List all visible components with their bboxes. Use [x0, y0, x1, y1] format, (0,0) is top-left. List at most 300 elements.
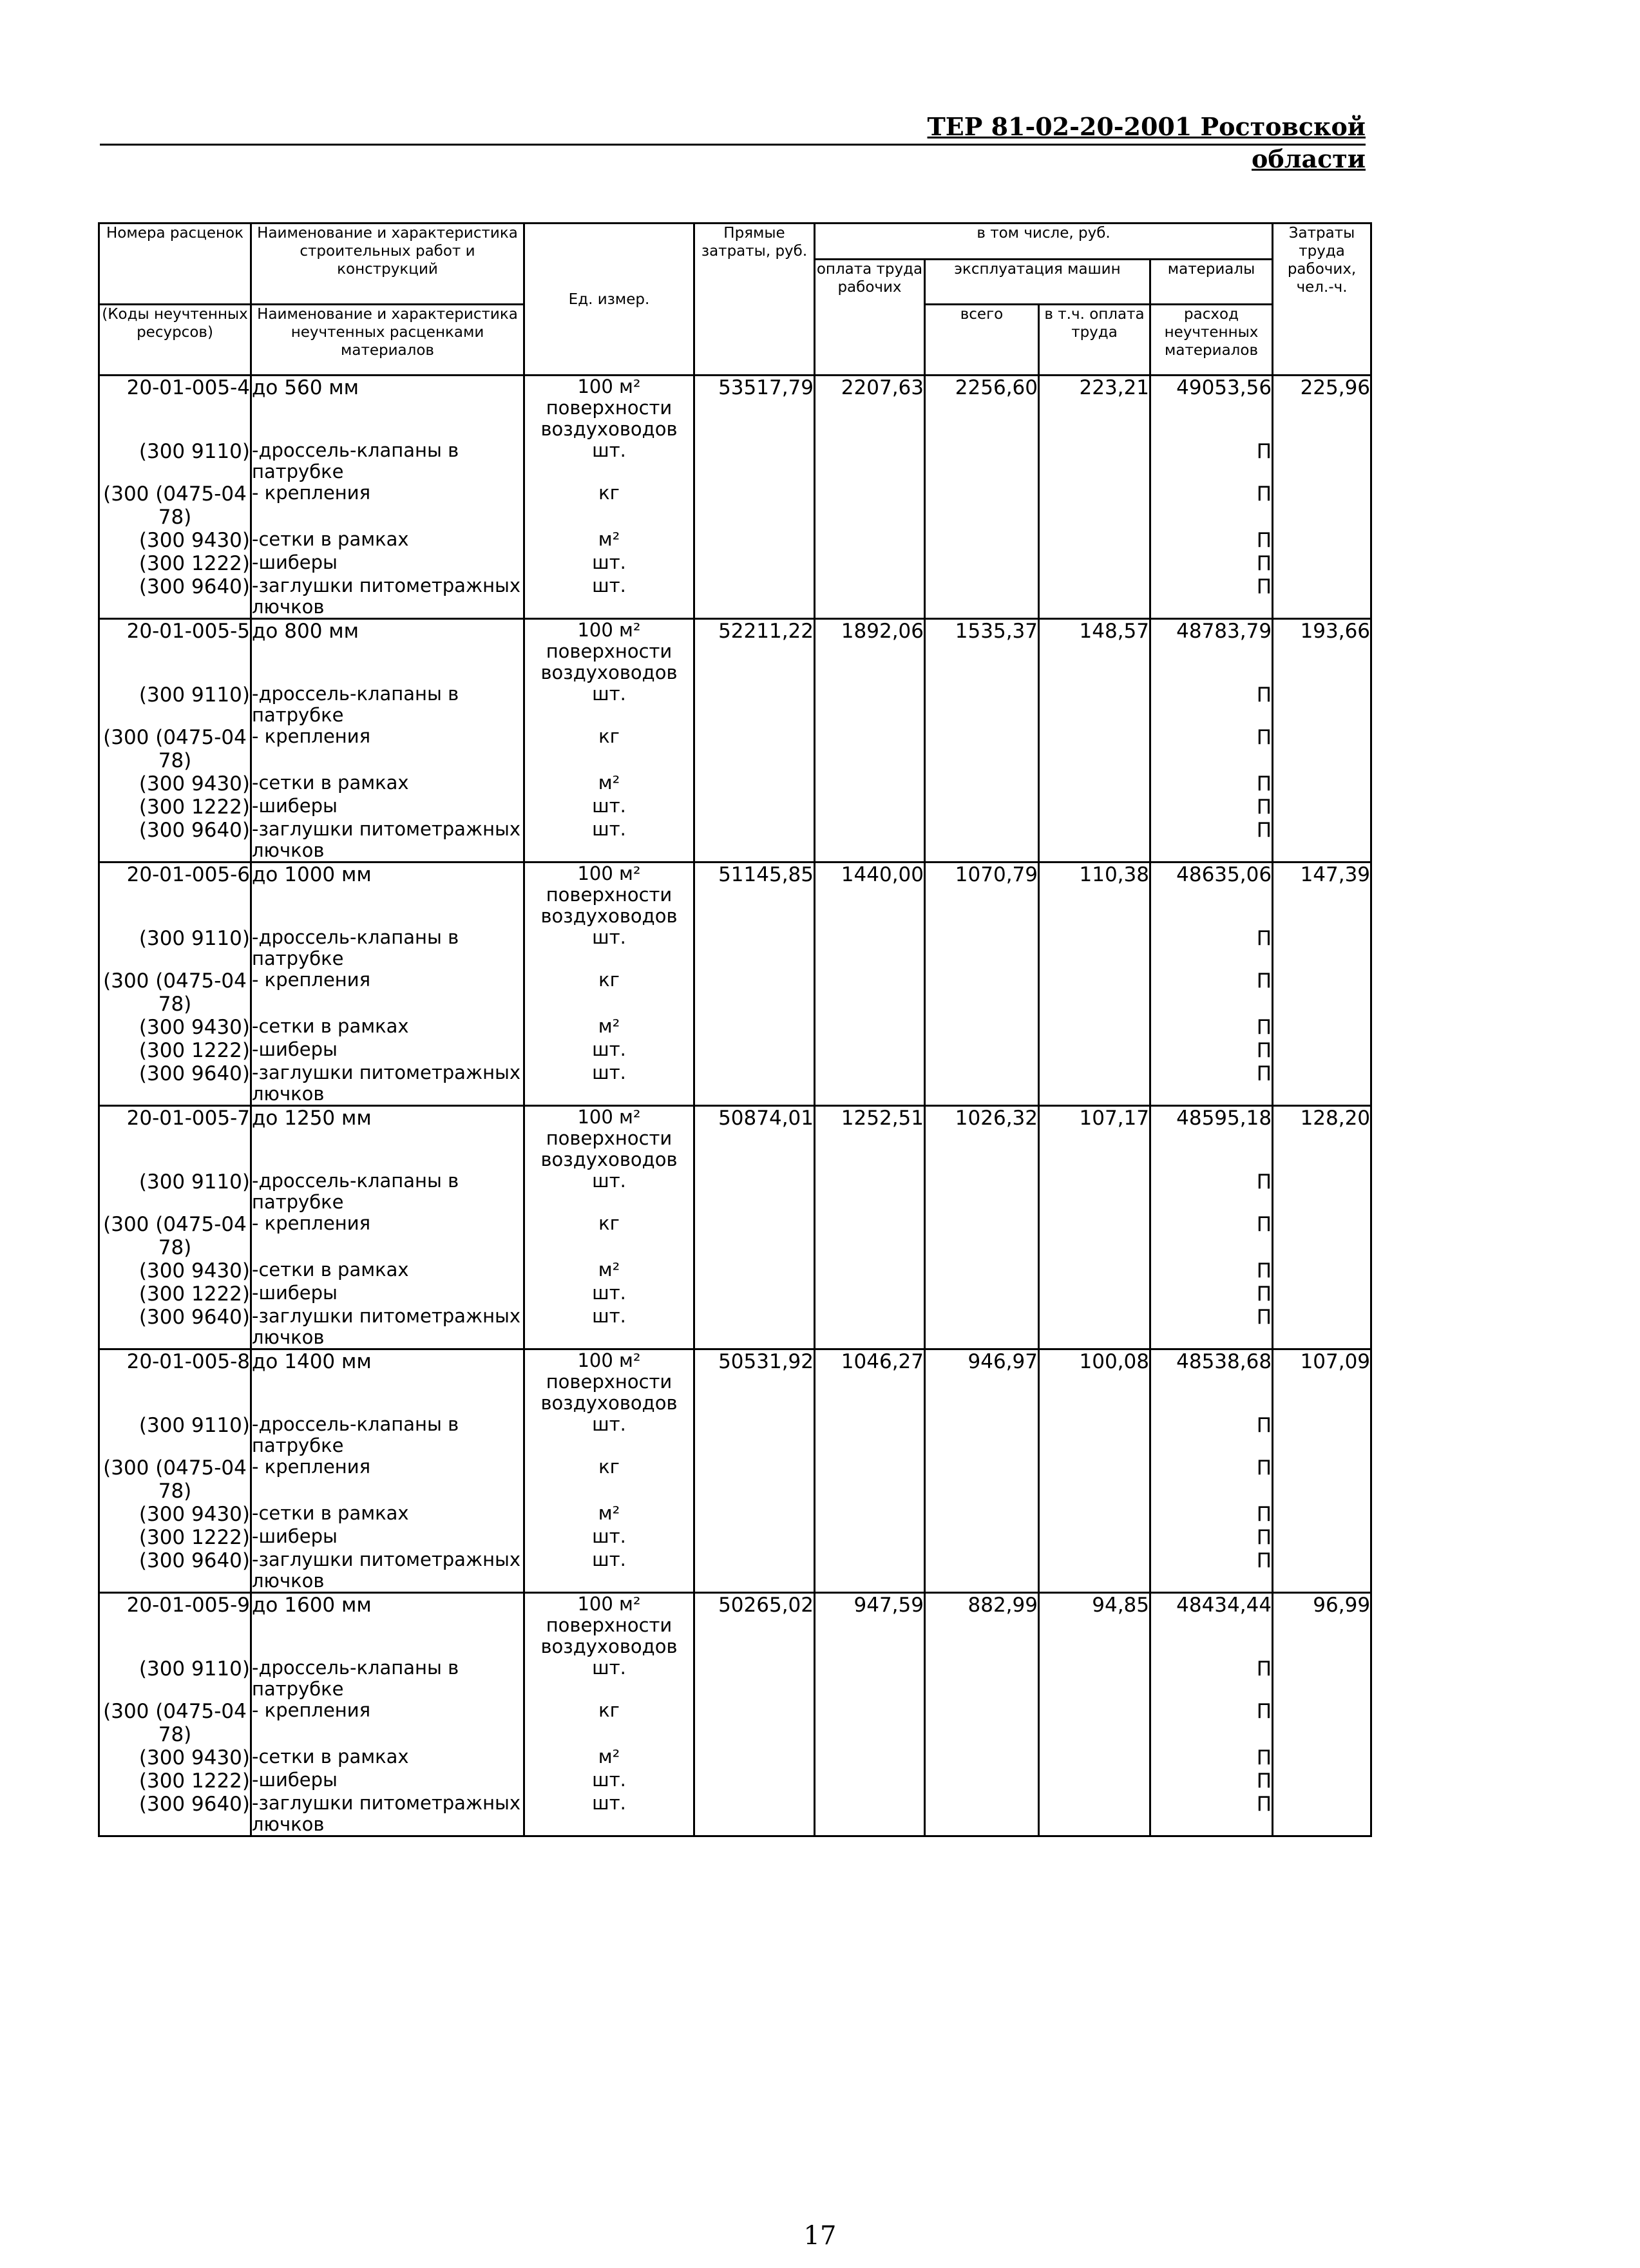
empty-cell — [925, 1259, 1039, 1282]
material-unit: шт. — [524, 1170, 694, 1213]
material-name: -дроссель-клапаны в патрубке — [251, 1414, 524, 1456]
material-unit: шт. — [524, 927, 694, 969]
empty-cell — [1039, 529, 1150, 552]
material-unit: м² — [524, 1259, 694, 1282]
empty-cell — [925, 1746, 1039, 1769]
materials-value: 49053,56 — [1150, 376, 1273, 441]
machines-total-value: 1070,79 — [925, 862, 1039, 928]
empty-cell — [694, 969, 815, 1016]
empty-cell — [1273, 1282, 1371, 1306]
empty-cell — [1039, 1282, 1150, 1306]
list-item — [99, 1306, 1371, 1349]
resource-code: (300 1222) — [99, 1039, 251, 1062]
empty-cell — [925, 683, 1039, 726]
resource-code: (300 9430) — [99, 772, 251, 796]
unaccounted-flag: П — [1150, 819, 1273, 862]
empty-cell — [1273, 726, 1371, 772]
empty-cell — [1273, 1700, 1371, 1746]
material-unit: кг — [524, 969, 694, 1016]
machines-pay-value: 223,21 — [1039, 376, 1150, 441]
material-unit: м² — [524, 1746, 694, 1769]
material-name: -сетки в рамках — [251, 1016, 524, 1039]
empty-cell — [925, 796, 1039, 819]
unaccounted-flag: П — [1150, 1016, 1273, 1039]
empty-cell — [1273, 1039, 1371, 1062]
unaccounted-flag: П — [1150, 1039, 1273, 1062]
empty-cell — [1039, 1503, 1150, 1526]
empty-cell — [1039, 575, 1150, 619]
empty-cell — [925, 1414, 1039, 1456]
empty-cell — [694, 482, 815, 529]
empty-cell — [925, 1769, 1039, 1793]
empty-cell — [925, 1526, 1039, 1549]
empty-cell — [1039, 1769, 1150, 1793]
rate-code: 20-01-005-4 — [99, 376, 251, 441]
empty-cell — [694, 1039, 815, 1062]
list-item — [99, 1657, 1371, 1700]
material-name: -шиберы — [251, 1526, 524, 1549]
empty-cell — [925, 819, 1039, 862]
unaccounted-flag: П — [1150, 1282, 1273, 1306]
empty-cell — [694, 1526, 815, 1549]
empty-cell — [694, 1062, 815, 1106]
empty-cell — [694, 1456, 815, 1503]
material-unit: кг — [524, 1700, 694, 1746]
resource-code: (300 1222) — [99, 796, 251, 819]
empty-cell — [815, 1213, 925, 1259]
list-item — [99, 796, 1371, 819]
empty-cell — [815, 1282, 925, 1306]
empty-cell — [694, 1282, 815, 1306]
resource-code: (300 9430) — [99, 529, 251, 552]
rate-code: 20-01-005-8 — [99, 1349, 251, 1415]
empty-cell — [694, 1503, 815, 1526]
labor-hours-value: 147,39 — [1273, 862, 1371, 928]
material-name: -дроссель-клапаны в патрубке — [251, 1170, 524, 1213]
list-item — [99, 1549, 1371, 1593]
list-item — [99, 819, 1371, 862]
header-direct-cost: Прямые затраты, руб. — [694, 224, 815, 376]
resource-code: (300 (0475-0478) — [99, 1700, 251, 1746]
empty-cell — [925, 1016, 1039, 1039]
empty-cell — [925, 1700, 1039, 1746]
rate-name: до 1400 мм — [251, 1349, 524, 1415]
resource-code: (300 9640) — [99, 1306, 251, 1349]
empty-cell — [815, 1456, 925, 1503]
empty-cell — [815, 927, 925, 969]
empty-cell — [1039, 1306, 1150, 1349]
empty-cell — [1273, 796, 1371, 819]
empty-cell — [694, 1259, 815, 1282]
list-item — [99, 927, 1371, 969]
material-name: -заглушки питометражных лючков — [251, 1549, 524, 1593]
resource-code: (300 (0475-0478) — [99, 726, 251, 772]
material-unit: шт. — [524, 1657, 694, 1700]
resource-code: (300 9640) — [99, 819, 251, 862]
material-unit: шт. — [524, 440, 694, 482]
list-item — [99, 575, 1371, 619]
unaccounted-flag: П — [1150, 1793, 1273, 1836]
resource-code: (300 (0475-0478) — [99, 482, 251, 529]
material-unit: шт. — [524, 552, 694, 575]
list-item — [99, 1016, 1371, 1039]
material-unit: м² — [524, 529, 694, 552]
material-name: - крепления — [251, 969, 524, 1016]
empty-cell — [815, 529, 925, 552]
labor-pay-value: 2207,63 — [815, 376, 925, 441]
empty-cell — [694, 552, 815, 575]
empty-cell — [925, 1306, 1039, 1349]
empty-cell — [925, 969, 1039, 1016]
empty-cell — [694, 1016, 815, 1039]
table-row — [99, 1593, 1371, 1658]
empty-cell — [815, 726, 925, 772]
rate-name: до 1600 мм — [251, 1593, 524, 1658]
empty-cell — [815, 1414, 925, 1456]
labor-pay-value: 1440,00 — [815, 862, 925, 928]
header-labor-pay: оплата труда рабочих — [815, 260, 925, 376]
header-code-bottom: (Коды неучтенных ресурсов) — [99, 305, 251, 376]
empty-cell — [694, 819, 815, 862]
empty-cell — [815, 552, 925, 575]
list-item — [99, 552, 1371, 575]
material-unit: кг — [524, 482, 694, 529]
empty-cell — [1039, 796, 1150, 819]
empty-cell — [815, 1306, 925, 1349]
material-unit: шт. — [524, 1549, 694, 1593]
resource-code: (300 1222) — [99, 1282, 251, 1306]
labor-hours-value: 96,99 — [1273, 1593, 1371, 1658]
unaccounted-flag: П — [1150, 1503, 1273, 1526]
unaccounted-flag: П — [1150, 529, 1273, 552]
machines-total-value: 1535,37 — [925, 619, 1039, 684]
material-name: -сетки в рамках — [251, 529, 524, 552]
material-unit: кг — [524, 1456, 694, 1503]
empty-cell — [1273, 1016, 1371, 1039]
empty-cell — [815, 683, 925, 726]
list-item — [99, 1700, 1371, 1746]
empty-cell — [1039, 927, 1150, 969]
unaccounted-flag: П — [1150, 1746, 1273, 1769]
material-name: -дроссель-клапаны в патрубке — [251, 683, 524, 726]
unaccounted-flag: П — [1150, 683, 1273, 726]
resource-code: (300 9430) — [99, 1259, 251, 1282]
empty-cell — [1039, 1062, 1150, 1106]
material-name: -заглушки питометражных лючков — [251, 1306, 524, 1349]
header-rule — [100, 144, 1366, 146]
resource-code: (300 9430) — [99, 1016, 251, 1039]
machines-total-value: 946,97 — [925, 1349, 1039, 1415]
unaccounted-flag: П — [1150, 482, 1273, 529]
empty-cell — [1039, 552, 1150, 575]
empty-cell — [1039, 1039, 1150, 1062]
empty-cell — [815, 1549, 925, 1593]
empty-cell — [1273, 1062, 1371, 1106]
list-item — [99, 1769, 1371, 1793]
header-machines: эксплуатация машин — [925, 260, 1150, 305]
list-item — [99, 1259, 1371, 1282]
material-name: -заглушки питометражных лючков — [251, 575, 524, 619]
unaccounted-flag: П — [1150, 552, 1273, 575]
list-item — [99, 969, 1371, 1016]
empty-cell — [925, 1039, 1039, 1062]
empty-cell — [925, 1657, 1039, 1700]
empty-cell — [1273, 482, 1371, 529]
unaccounted-flag: П — [1150, 927, 1273, 969]
table-row — [99, 619, 1371, 684]
material-name: - крепления — [251, 1456, 524, 1503]
direct-cost-value: 50265,02 — [694, 1593, 815, 1658]
empty-cell — [1273, 1456, 1371, 1503]
labor-hours-value: 107,09 — [1273, 1349, 1371, 1415]
empty-cell — [815, 1039, 925, 1062]
unaccounted-flag: П — [1150, 1769, 1273, 1793]
materials-value: 48595,18 — [1150, 1106, 1273, 1171]
machines-pay-value: 107,17 — [1039, 1106, 1150, 1171]
resource-code: (300 9110) — [99, 1657, 251, 1700]
empty-cell — [815, 1062, 925, 1106]
empty-cell — [694, 1170, 815, 1213]
resource-code: (300 9110) — [99, 927, 251, 969]
empty-cell — [925, 1282, 1039, 1306]
machines-pay-value: 94,85 — [1039, 1593, 1150, 1658]
material-unit: шт. — [524, 819, 694, 862]
empty-cell — [815, 482, 925, 529]
material-name: -сетки в рамках — [251, 1259, 524, 1282]
empty-cell — [925, 1456, 1039, 1503]
list-item — [99, 529, 1371, 552]
rate-code: 20-01-005-9 — [99, 1593, 251, 1658]
empty-cell — [1273, 1213, 1371, 1259]
material-unit: шт. — [524, 1282, 694, 1306]
unaccounted-flag: П — [1150, 772, 1273, 796]
unaccounted-flag: П — [1150, 1414, 1273, 1456]
material-name: -заглушки питометражных лючков — [251, 819, 524, 862]
empty-cell — [925, 1549, 1039, 1593]
empty-cell — [1273, 440, 1371, 482]
direct-cost-value: 51145,85 — [694, 862, 815, 928]
empty-cell — [815, 819, 925, 862]
material-name: -заглушки питометражных лючков — [251, 1062, 524, 1106]
empty-cell — [925, 552, 1039, 575]
unaccounted-flag: П — [1150, 796, 1273, 819]
list-item — [99, 1213, 1371, 1259]
empty-cell — [1039, 1170, 1150, 1213]
labor-hours-value: 193,66 — [1273, 619, 1371, 684]
material-unit: м² — [524, 1016, 694, 1039]
unaccounted-flag: П — [1150, 1700, 1273, 1746]
header-machines-pay: в т.ч. оплата труда — [1039, 305, 1150, 376]
empty-cell — [1273, 1526, 1371, 1549]
header-name-bottom: Наименование и характеристика неучтенных расценками материалов — [251, 305, 524, 376]
empty-cell — [1039, 772, 1150, 796]
empty-cell — [694, 1700, 815, 1746]
empty-cell — [1039, 1793, 1150, 1836]
empty-cell — [694, 1793, 815, 1836]
unaccounted-flag: П — [1150, 1306, 1273, 1349]
material-unit: м² — [524, 772, 694, 796]
empty-cell — [1039, 683, 1150, 726]
labor-pay-value: 1252,51 — [815, 1106, 925, 1171]
table-row — [99, 1349, 1371, 1415]
machines-pay-value: 148,57 — [1039, 619, 1150, 684]
material-unit: шт. — [524, 575, 694, 619]
list-item — [99, 1170, 1371, 1213]
empty-cell — [694, 1414, 815, 1456]
direct-cost-value: 53517,79 — [694, 376, 815, 441]
empty-cell — [1273, 575, 1371, 619]
empty-cell — [925, 1213, 1039, 1259]
empty-cell — [815, 1170, 925, 1213]
empty-cell — [694, 1657, 815, 1700]
empty-cell — [1039, 1016, 1150, 1039]
machines-total-value: 2256,60 — [925, 376, 1039, 441]
material-unit: кг — [524, 726, 694, 772]
empty-cell — [694, 772, 815, 796]
header-name-top: Наименование и характеристика строительных работ и конструкций — [251, 224, 524, 305]
empty-cell — [925, 1062, 1039, 1106]
list-item — [99, 1503, 1371, 1526]
unaccounted-flag: П — [1150, 1456, 1273, 1503]
empty-cell — [694, 726, 815, 772]
empty-cell — [815, 1700, 925, 1746]
empty-cell — [1039, 1700, 1150, 1746]
resource-code: (300 9110) — [99, 683, 251, 726]
list-item — [99, 1526, 1371, 1549]
empty-cell — [1273, 683, 1371, 726]
material-unit: кг — [524, 1213, 694, 1259]
empty-cell — [1039, 1549, 1150, 1593]
rate-code: 20-01-005-6 — [99, 862, 251, 928]
table-row — [99, 1106, 1371, 1171]
empty-cell — [694, 575, 815, 619]
direct-cost-value: 52211,22 — [694, 619, 815, 684]
empty-cell — [1273, 1414, 1371, 1456]
labor-pay-value: 1892,06 — [815, 619, 925, 684]
material-unit: шт. — [524, 796, 694, 819]
material-name: -заглушки питометражных лючков — [251, 1793, 524, 1836]
rate-unit: 100 м² поверхности воздуховодов — [524, 376, 694, 441]
resource-code: (300 9640) — [99, 1549, 251, 1593]
material-name: - крепления — [251, 1213, 524, 1259]
material-name: -сетки в рамках — [251, 1746, 524, 1769]
document-title: ТЕР 81-02-20-2001 Ростовской области — [927, 112, 1366, 173]
list-item — [99, 440, 1371, 482]
resource-code: (300 1222) — [99, 1526, 251, 1549]
empty-cell — [694, 796, 815, 819]
empty-cell — [925, 772, 1039, 796]
empty-cell — [815, 1503, 925, 1526]
unaccounted-flag: П — [1150, 1170, 1273, 1213]
unaccounted-flag: П — [1150, 1549, 1273, 1593]
empty-cell — [1039, 969, 1150, 1016]
empty-cell — [815, 969, 925, 1016]
list-item — [99, 1282, 1371, 1306]
unaccounted-flag: П — [1150, 1062, 1273, 1106]
header-code-top: Номера расценок — [99, 224, 251, 305]
rate-code: 20-01-005-7 — [99, 1106, 251, 1171]
rate-unit: 100 м² поверхности воздуховодов — [524, 862, 694, 928]
material-unit: шт. — [524, 1793, 694, 1836]
resource-code: (300 9640) — [99, 1793, 251, 1836]
empty-cell — [815, 796, 925, 819]
empty-cell — [925, 440, 1039, 482]
empty-cell — [815, 1259, 925, 1282]
rate-unit: 100 м² поверхности воздуховодов — [524, 1593, 694, 1658]
materials-value: 48783,79 — [1150, 619, 1273, 684]
material-name: -дроссель-клапаны в патрубке — [251, 927, 524, 969]
empty-cell — [1039, 1657, 1150, 1700]
material-unit: шт. — [524, 1306, 694, 1349]
materials-value: 48434,44 — [1150, 1593, 1273, 1658]
resource-code: (300 9430) — [99, 1746, 251, 1769]
rate-name: до 1000 мм — [251, 862, 524, 928]
empty-cell — [1273, 927, 1371, 969]
empty-cell — [694, 683, 815, 726]
empty-cell — [694, 1746, 815, 1769]
empty-cell — [694, 529, 815, 552]
empty-cell — [815, 1016, 925, 1039]
table-row — [99, 376, 1371, 441]
empty-cell — [1039, 1526, 1150, 1549]
material-name: -шиберы — [251, 1769, 524, 1793]
empty-cell — [1039, 1414, 1150, 1456]
empty-cell — [925, 1503, 1039, 1526]
resource-code: (300 9110) — [99, 1170, 251, 1213]
empty-cell — [815, 440, 925, 482]
material-unit: шт. — [524, 1039, 694, 1062]
list-item — [99, 1793, 1371, 1836]
empty-cell — [694, 1769, 815, 1793]
empty-cell — [1039, 726, 1150, 772]
empty-cell — [1273, 1170, 1371, 1213]
material-unit: шт. — [524, 1414, 694, 1456]
material-name: - крепления — [251, 1700, 524, 1746]
list-item — [99, 1414, 1371, 1456]
material-name: -шиберы — [251, 552, 524, 575]
labor-pay-value: 1046,27 — [815, 1349, 925, 1415]
empty-cell — [1039, 1259, 1150, 1282]
empty-cell — [815, 772, 925, 796]
list-item — [99, 1062, 1371, 1106]
empty-cell — [815, 1746, 925, 1769]
material-name: -шиберы — [251, 1282, 524, 1306]
empty-cell — [1273, 819, 1371, 862]
labor-hours-value: 225,96 — [1273, 376, 1371, 441]
list-item — [99, 1746, 1371, 1769]
resource-code: (300 (0475-0478) — [99, 1213, 251, 1259]
list-item — [99, 1039, 1371, 1062]
resource-code: (300 9640) — [99, 1062, 251, 1106]
machines-total-value: 882,99 — [925, 1593, 1039, 1658]
empty-cell — [815, 1526, 925, 1549]
material-unit: шт. — [524, 1526, 694, 1549]
materials-value: 48635,06 — [1150, 862, 1273, 928]
unaccounted-flag: П — [1150, 575, 1273, 619]
resource-code: (300 9110) — [99, 1414, 251, 1456]
materials-value: 48538,68 — [1150, 1349, 1273, 1415]
empty-cell — [815, 1657, 925, 1700]
resource-code: (300 (0475-0478) — [99, 1456, 251, 1503]
material-name: -дроссель-клапаны в патрубке — [251, 440, 524, 482]
empty-cell — [815, 1793, 925, 1836]
rate-unit: 100 м² поверхности воздуховодов — [524, 619, 694, 684]
rate-unit: 100 м² поверхности воздуховодов — [524, 1349, 694, 1415]
header-labor-hours: Затраты труда рабочих, чел.-ч. — [1273, 224, 1371, 376]
material-unit: шт. — [524, 1769, 694, 1793]
list-item — [99, 482, 1371, 529]
empty-cell — [1273, 1306, 1371, 1349]
